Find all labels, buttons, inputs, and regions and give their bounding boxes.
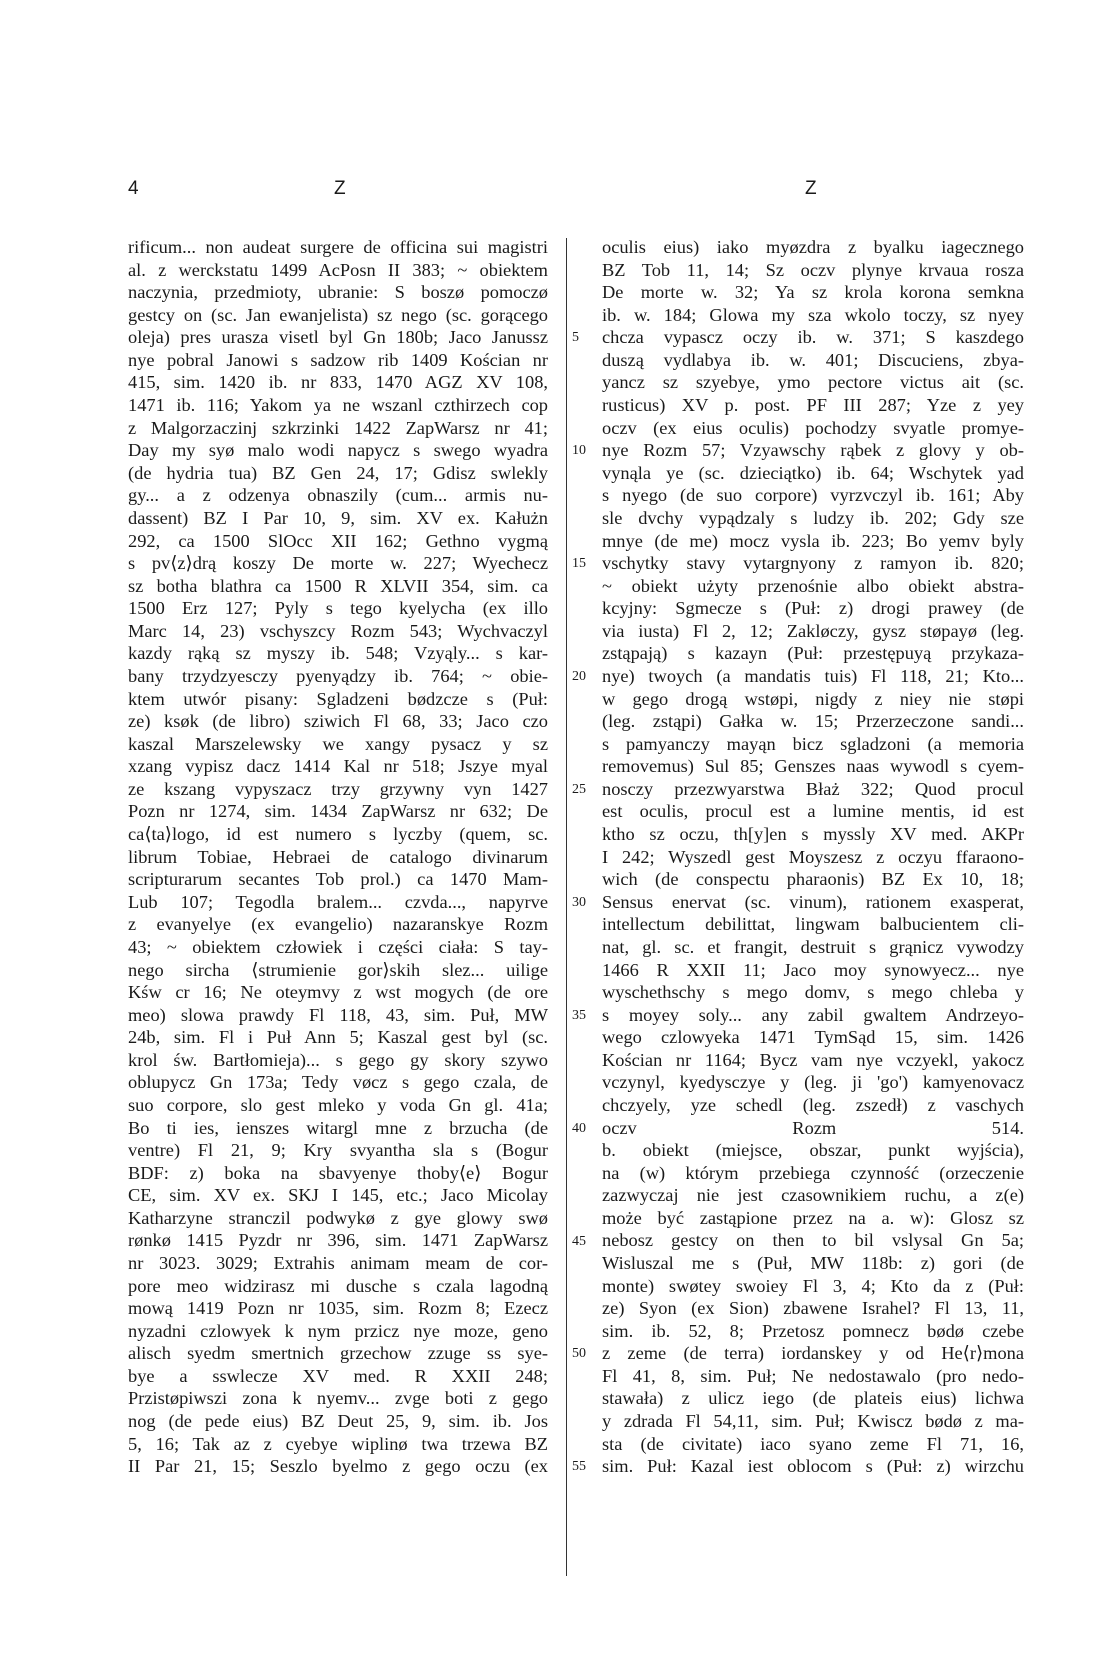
text-line: 24b, sim. Fl i Puł Ann 5; Kaszal gest byl (sc.	[128, 1027, 548, 1048]
text-line: Kościan nr 1164; Bycz vam nye vczyekl, yakocz	[602, 1049, 1024, 1070]
text-line: 43; ~ obiektem człowiek i części ciała: S tay-	[128, 936, 548, 957]
text-line: meo) slowa prawdy Fl 118, 43, sim. Puł, MW	[128, 1004, 548, 1025]
left-column	[128, 236, 548, 1478]
text-line: nebosz gestcy on then to bil vslysal Gn 5a;	[602, 1230, 1024, 1251]
text-line: z Malgorzaczinj szkrzinki 1422 ZapWarsz nr 41;	[128, 417, 548, 438]
text-line: sim. ib. 52, 8; Przetosz pomnecz bødø czebe	[602, 1320, 1024, 1341]
text-line: oblupycz Gn 173a; Tedy vøcz s gego czala, de	[128, 1072, 548, 1093]
right-column	[602, 236, 1024, 1478]
text-line: kcyjny: Sgmecze s (Puł: z) drogi prawey (de	[602, 598, 1024, 619]
header-letter-right: Z	[805, 178, 817, 199]
line-number: 35	[572, 1007, 586, 1023]
text-line: al. z werckstatu 1499 AcPosn II 383; ~ obiektem	[128, 259, 548, 280]
text-line: nye pobral Janowi s sadzow rib 1409 Kościan nr	[128, 349, 548, 370]
page-number: 4	[128, 178, 139, 199]
text-line: Kśw cr 16; Ne oteymvy z wst mogych (de ore	[128, 982, 548, 1003]
text-line: via iusta) Fl 2, 12; Zakløczy, gysz støpayø (leg.	[602, 620, 1024, 641]
line-number: 30	[572, 894, 586, 910]
text-line: nat, gl. sc. et frangit, destruit s grąnicz vywodzy	[602, 936, 1024, 957]
text-line: nego sircha ⟨strumienie gor⟩skih slez... uilige	[128, 959, 548, 980]
text-line: ze kszang vypyszacz trzy grzywny vyn 1427	[128, 778, 548, 799]
text-line: rificum... non audeat surgere de officina sui magistri	[128, 237, 548, 257]
text-line: chcza vypascz oczy ib. w. 371; S kaszdego	[602, 327, 1024, 348]
text-line: monte) swøtey swoiey Fl 3, 4; Kto da z (Puł:	[602, 1275, 1024, 1296]
text-line: oculis eius) iako myøzdra z byalku iagecznego	[602, 237, 1024, 257]
text-line: s nyego (de suo corpore) vyrzvczyl ib. 161; Aby	[602, 485, 1024, 506]
text-line: Sensus enervat (sc. vinum), rationem exasperat,	[602, 891, 1024, 912]
text-line: librum Tobiae, Hebraei de catalogo divinarum	[128, 846, 548, 867]
text-line: nye) twoych (a mandatis tuis) Fl 118, 21; Kto...	[602, 665, 1024, 686]
text-line: ca⟨ta⟩logo, id est numero s lyczby (quem, sc.	[128, 824, 548, 845]
text-line: z evanyelye (ex evangelio) nazaranskye Rozm	[128, 914, 548, 935]
text-line: rønkø 1415 Pyzdr nr 396, sim. 1471 ZapWarsz	[128, 1230, 548, 1251]
text-line: s moyey soly... any zabil gwaltem Andrzeyo-	[602, 1004, 1024, 1025]
text-line: vschytky stavy vytargnyony z ramyon ib. 820;	[602, 553, 1024, 574]
text-line: Przistøpiwszi zona k nyemv... zvge boti z gego	[128, 1388, 548, 1409]
text-line: krol św. Bartłomieja)... s gego gy skory szywo	[128, 1049, 548, 1070]
text-line: Wisluszal me s (Puł, MW 118b: z) gori (de	[602, 1253, 1024, 1274]
line-number: 40	[572, 1120, 586, 1136]
text-line: mnye (de me) mocz vysla ib. 223; Bo yemv byly	[602, 530, 1024, 551]
text-line: 1471 ib. 116; Yakom ya ne wszanl czthirzech cop	[128, 395, 548, 416]
text-line: b. obiekt (miejsce, obszar, punkt wyjścia),	[602, 1140, 1024, 1161]
text-line: ze) ksøk (de libro) sziwich Fl 68, 33; Jaco czo	[128, 711, 548, 732]
text-line: BDF: z) boka na sbavyenye thoby⟨e⟩ Bogur	[128, 1162, 548, 1183]
text-line: kaszal Marszelewsky we xangy pysacz y sz	[128, 733, 548, 754]
header-letter-left: Z	[334, 178, 346, 199]
text-line: ib. w. 184; Glowa my sza wkolo toczy, sz nyey	[602, 304, 1024, 325]
text-line: 1500 Erz 127; Pyly s tego kyelycha (ex illo	[128, 598, 548, 619]
text-line: 292, ca 1500 SlOcc XII 162; Gethno vygmą	[128, 530, 548, 551]
text-line: mową 1419 Pozn nr 1035, sim. Rozm 8; Ezecz	[128, 1298, 548, 1319]
line-number: 10	[572, 443, 586, 459]
text-line: gy... a z odzenya obnaszily (cum... armis nu-	[128, 485, 548, 506]
text-line: dassent) BZ I Par 10, 9, sim. XV ex. Kałużn	[128, 507, 548, 528]
text-line: oleja) pres urasza visetl byl Gn 180b; Jaco Janussz	[128, 327, 548, 348]
text-line: wyschethschy s mego domv, s mego chleba y	[602, 982, 1024, 1003]
text-line: chczyely, yze schedl (leg. zszedł) z vaschych	[602, 1094, 1024, 1115]
text-line: II Par 21, 15; Seszlo byelmo z gego oczu (ex	[128, 1456, 548, 1477]
text-line: ze) Syon (ex Sion) zbawene Israhel? Fl 13, 11,	[602, 1298, 1024, 1319]
text-line: kazdy rąką sz myszy ib. 548; Vzyąly... s kar-	[128, 643, 548, 664]
text-line: suo corpore, slo gest mleko y voda Gn gl. 41a;	[128, 1094, 548, 1115]
text-line: s pv⟨z⟩drą koszy De morte w. 227; Wyechecz	[128, 553, 548, 574]
text-line: ventre) Fl 21, 9; Kry svyantha sla s (Bogur	[128, 1140, 548, 1161]
text-line: vynąla ye (sc. dzieciątko) ib. 64; Wschytek yad	[602, 462, 1024, 483]
text-line: sz botha blathra ca 1500 R XLVII 354, sim. ca	[128, 575, 548, 596]
text-line: alisch syedm smertnich grzechow zzuge ss sye-	[128, 1343, 548, 1364]
text-line: gestcy on (sc. Jan ewanjelista) sz nego (sc. gorącego	[128, 304, 548, 325]
text-line: sim. Puł: Kazal iest oblocom s (Puł: z) wirzchu	[602, 1456, 1024, 1477]
text-line: (leg. zstąpi) Gałka w. 15; Przerzeczone sandi...	[602, 711, 1024, 732]
text-line: 415, sim. 1420 ib. nr 833, 1470 AGZ XV 108,	[128, 372, 548, 393]
line-number: 55	[572, 1459, 586, 1475]
text-line: wego czlowyeka 1471 TymSąd 15, sim. 1426	[602, 1027, 1024, 1048]
line-number: 15	[572, 556, 586, 572]
text-line: Bo ti ies, ienszes witargl mne z brzucha (de	[128, 1117, 548, 1138]
text-line: stawała) z ulicz iego (de plateis eius) lichwa	[602, 1388, 1024, 1409]
text-line: nye Rozm 57; Vzyawschy rąbek z glovy y ob-	[602, 440, 1024, 461]
text-line: y zdrada Fl 54,11, sim. Puł; Kwiscz bødø z ma-	[602, 1411, 1024, 1432]
text-line: Marc 14, 23) vschyszcy Rozm 543; Wychvaczyl	[128, 620, 548, 641]
text-line: xzang vypisz dacz 1414 Kal nr 518; Jszye myal	[128, 756, 548, 777]
text-line: bany trzydzyesczy pyenyądzy ib. 764; ~ obie-	[128, 665, 548, 686]
text-line: na (w) którym przebiega czynność (orzeczenie	[602, 1162, 1024, 1183]
text-line: De morte w. 32; Ya sz krola korona semkna	[602, 282, 1024, 303]
text-line: rusticus) XV p. post. PF III 287; Yze z yey	[602, 395, 1024, 416]
text-line: 1466 R XXII 11; Jaco moy synowyecz... nye	[602, 959, 1024, 980]
text-line: I 242; Wyszedl gest Moyszesz z oczyu ffaraono-	[602, 846, 1024, 867]
text-line: w gego drogą wstøpi, nigdy z niey nie støpi	[602, 688, 1024, 709]
text-line: może być zastąpione przez na a. w): Glosz sz	[602, 1207, 1024, 1228]
text-line: zstąpają) s kazayn (Puł: przestępuyą przykaza-	[602, 643, 1024, 664]
text-line: Fl 41, 8, sim. Puł; Ne nedostawalo (pro nedo-	[602, 1365, 1024, 1386]
text-line: ktem utwór pisany: Sgladzeni bødzcze s (Puł:	[128, 688, 548, 709]
text-line: z zeme (de terra) iordanskey y od He⟨r⟩mona	[602, 1343, 1024, 1364]
text-line: nr 3023. 3029; Extrahis animam meam de cor-	[128, 1253, 548, 1274]
line-number: 20	[572, 669, 586, 685]
text-line: removemus) Sul 85; Genszes naas wywodl s cyem-	[602, 756, 1024, 777]
text-line: oczv (ex eius oculis) pochodzy svyatle promye-	[602, 417, 1024, 438]
text-line: oczv Rozm 514.	[602, 1117, 1024, 1138]
text-line: scripturarum secantes Tob prol.) ca 1470 Mam-	[128, 869, 548, 890]
text-line: vczynyl, kyedysczye y (leg. ji 'go') kamyenovacz	[602, 1072, 1024, 1093]
text-line: Lub 107; Tegodla bralem... czvda..., napyrve	[128, 891, 548, 912]
text-line: Katharzyne stranczil podwykø z gye glowy swø	[128, 1207, 548, 1228]
text-line: intellectum debilittat, lingwam balbucientem cli-	[602, 914, 1024, 935]
text-line: s pamyanczy mayąn bicz sgladzoni (a memoria	[602, 733, 1024, 754]
text-line: ktho sz oczu, th[y]en s myssly XV med. AKPr	[602, 824, 1024, 845]
text-line: Pozn nr 1274, sim. 1434 ZapWarsz nr 632; De	[128, 801, 548, 822]
text-line: Day my syø malo wodi napycz s swego wyadra	[128, 440, 548, 461]
text-line: BZ Tob 11, 14; Sz oczv plynye krvaua rosza	[602, 259, 1024, 280]
text-line: 5, 16; Tak az z cyebye wiplinø twa trzewa BZ	[128, 1433, 548, 1454]
text-line: naczynia, przedmioty, ubranie: S boszø pomoczø	[128, 282, 548, 303]
text-line: (de hydria tua) BZ Gen 24, 17; Gdisz swlekly	[128, 462, 548, 483]
text-line: nyzadni czlowyek k nym przicz nye moze, geno	[128, 1320, 548, 1341]
text-line: CE, sim. XV ex. SKJ I 145, etc.; Jaco Micolay	[128, 1185, 548, 1206]
text-line: wich (de conspectu pharaonis) BZ Ex 10, 18;	[602, 869, 1024, 890]
text-line: est oculis, procul est a lumine mentis, id est	[602, 801, 1024, 822]
text-line: pore meo widzirasz mi dusche s czala lagodną	[128, 1275, 548, 1296]
text-line: sta (de civitate) iaco syano zeme Fl 71, 16,	[602, 1433, 1024, 1454]
text-line: duszą vydlabya ib. w. 401; Discuciens, zbya-	[602, 349, 1024, 370]
text-line: nosczy przezwyarstwa Błaż 322; Quod procul	[602, 778, 1024, 799]
line-number: 25	[572, 781, 586, 797]
line-number: 5	[572, 330, 579, 346]
text-line: yancz sz szyebye, ymo pectore victus ait (sc.	[602, 372, 1024, 393]
text-line: zazwyczaj nie jest czasownikiem ruchu, a z(e)	[602, 1185, 1024, 1206]
line-number: 50	[572, 1346, 586, 1362]
text-line: ~ obiekt użyty przenośnie albo obiekt abstra-	[602, 575, 1024, 596]
column-divider	[566, 238, 567, 1576]
text-line: bye a sswlecze XV med. R XXII 248;	[128, 1365, 548, 1386]
line-number: 45	[572, 1233, 586, 1249]
text-line: sle dvchy vypądzaly s ludzy ib. 202; Gdy sze	[602, 507, 1024, 528]
text-line: nog (de pede eius) BZ Deut 25, 9, sim. ib. Jos	[128, 1411, 548, 1432]
